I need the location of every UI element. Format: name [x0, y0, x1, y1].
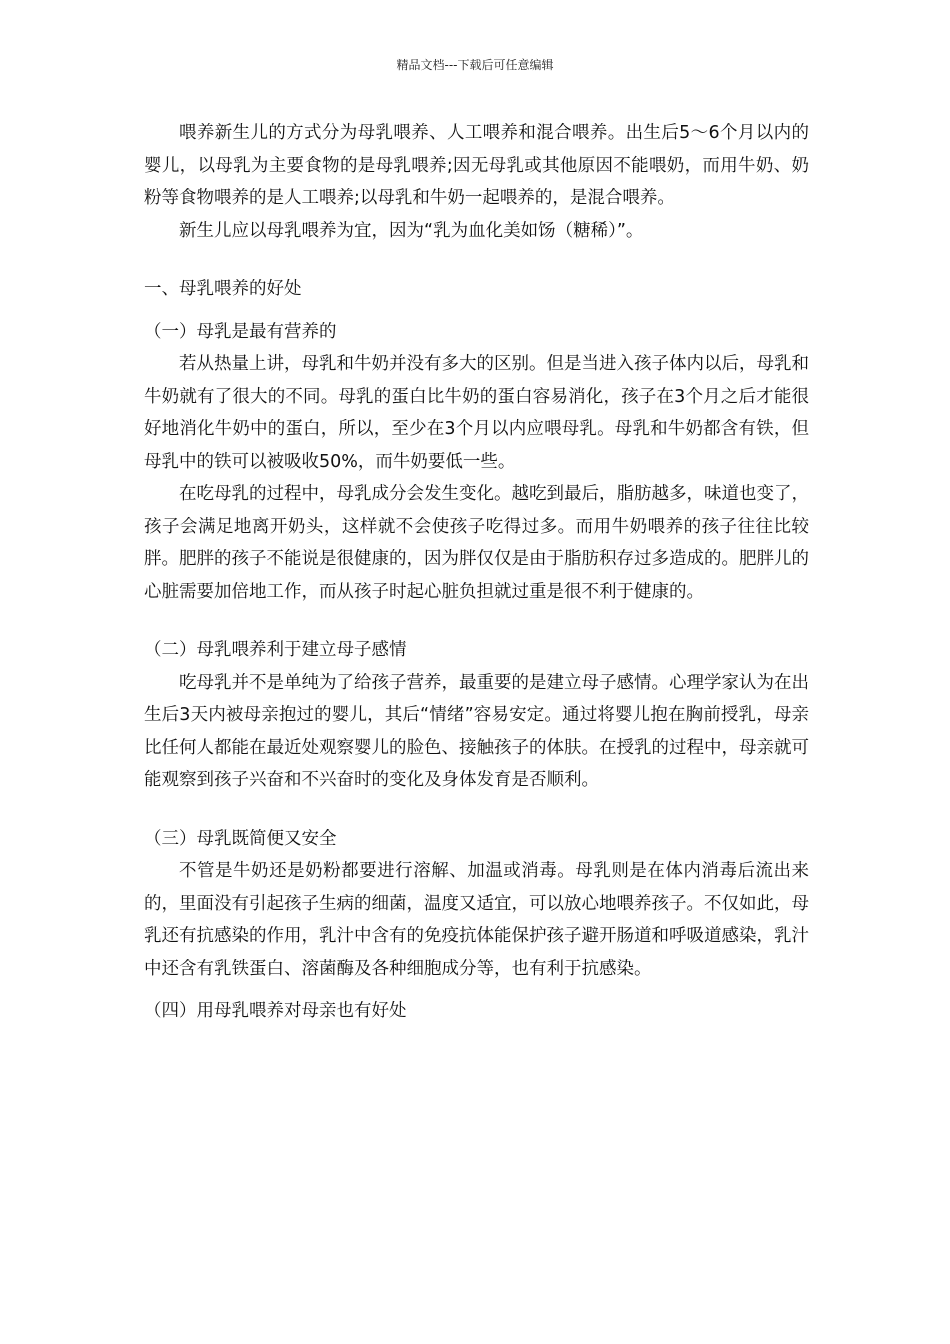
section-heading-benefits: 一、母乳喂养的好处	[144, 279, 302, 299]
document-body	[144, 117, 809, 1028]
subheading-nutrition: （一）母乳是最有营养的	[144, 321, 337, 342]
subheading-safety: （三）母乳既简便又安全	[144, 828, 337, 849]
page-header: 精品文档---下载后可任意编辑	[396, 58, 554, 72]
safety-paragraph: 不管是牛奶还是奶粉都要进行溶解、加温或消毒。母乳则是在体内消毒后流出来的，里面没有引起孩子生病的细菌，温度又适宜，可以放心地喂养孩子。不仅如此，母乳还有抗感染的作用，乳汁中含有的免疫抗体能保护孩子避开肠道和呼吸道感染，乳汁中还含有乳铁蛋白、溶菌酶及各种细胞成分等，也有利于抗感染。	[144, 861, 809, 979]
subheading-bonding: （二）母乳喂养利于建立母子感情	[144, 640, 407, 660]
intro-paragraph-1: 喂养新生儿的方式分为母乳喂养、人工喂养和混合喂养。出生后5～6个月以内的婴儿，以母乳为主要食物的是母乳喂养;因无母乳或其他原因不能喂奶，而用牛奶、奶粉等食物喂养的是人工喂养;以母乳和牛奶一起喂养的，是混合喂养。	[144, 123, 809, 208]
intro-paragraph-2: 新生儿应以母乳喂养为宜，因为“乳为血化美如饧（糖稀）”。	[179, 220, 644, 241]
nutrition-paragraph-2: 在吃母乳的过程中，母乳成分会发生变化。越吃到最后，脂肪越多，味道也变了，孩子会满足地离开奶头，这样就不会使孩子吃得过多。而用牛奶喂养的孩子往往比较胖。肥胖的孩子不能说是很健康的，因为胖仅仅是由于脂肪积存过多造成的。肥胖儿的心脏需要加倍地工作，而从孩子时起心脏负担就过重是很不利于健康的。	[144, 484, 809, 602]
subheading-mother-benefit: （四）用母乳喂养对母亲也有好处	[144, 1001, 407, 1021]
nutrition-paragraph-1: 若从热量上讲，母乳和牛奶并没有多大的区别。但是当进入孩子体内以后，母乳和牛奶就有了很大的不同。母乳的蛋白比牛奶的蛋白容易消化，孩子在3个月之后才能很好地消化牛奶中的蛋白，所以，至少在3个月以内应喂母乳。母乳和牛奶都含有铁，但母乳中的铁可以被吸收50%，而牛奶要低一些。	[144, 354, 809, 472]
bonding-paragraph: 吃母乳并不是单纯为了给孩子营养，最重要的是建立母子感情。心理学家认为在出生后3天内被母亲抱过的婴儿，其后“情绪”容易安定。通过将婴儿抱在胸前授乳，母亲比任何人都能在最近处观察婴儿的脸色、接触孩子的体肤。在授乳的过程中，母亲就可能观察到孩子兴奋和不兴奋时的变化及身体发育是否顺利。	[144, 672, 809, 790]
